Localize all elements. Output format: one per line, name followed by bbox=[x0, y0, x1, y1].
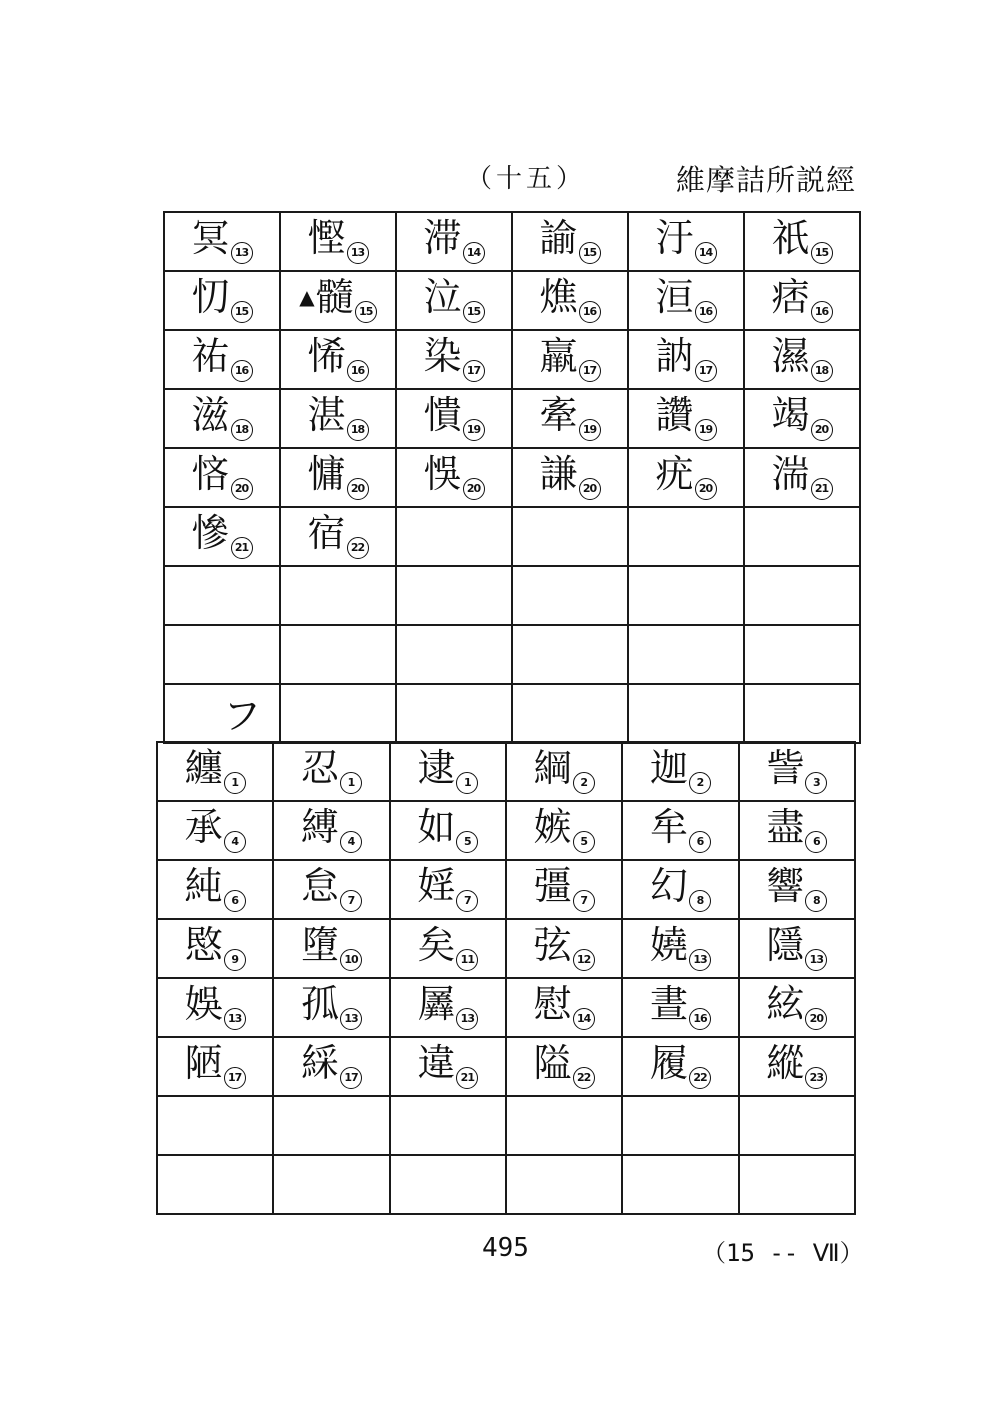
character-entry: 隱 bbox=[766, 922, 805, 967]
circled-reference-number: 20 bbox=[231, 478, 253, 500]
character-table-top bbox=[163, 211, 861, 744]
circled-reference-number: 15 bbox=[463, 301, 485, 323]
table-cell bbox=[739, 1155, 855, 1214]
table-cell bbox=[512, 212, 628, 271]
circled-reference-number: 4 bbox=[340, 831, 362, 853]
circled-reference-number: 6 bbox=[805, 831, 827, 853]
table-cell bbox=[396, 507, 512, 566]
circled-reference-number: 17 bbox=[463, 360, 485, 382]
table-cell bbox=[739, 742, 855, 801]
table-cell bbox=[280, 684, 396, 743]
table-cell bbox=[628, 330, 744, 389]
table-row bbox=[164, 389, 860, 448]
circled-reference-number: 3 bbox=[805, 772, 827, 794]
table-cell bbox=[273, 801, 389, 860]
table-cell bbox=[512, 330, 628, 389]
character-entry: 祐 bbox=[191, 333, 230, 378]
circled-reference-number: 2 bbox=[573, 772, 595, 794]
page-number: 495 bbox=[482, 1233, 529, 1263]
character-entry: 娛 bbox=[184, 981, 223, 1026]
table-cell bbox=[280, 389, 396, 448]
circled-reference-number: 10 bbox=[340, 949, 362, 971]
circled-reference-number: 16 bbox=[347, 360, 369, 382]
table-cell bbox=[390, 1037, 506, 1096]
table-cell bbox=[512, 566, 628, 625]
circled-reference-number: 20 bbox=[695, 478, 717, 500]
table-cell bbox=[396, 625, 512, 684]
circled-reference-number: 19 bbox=[463, 419, 485, 441]
character-entry: 忉 bbox=[191, 274, 230, 319]
table-cell bbox=[622, 801, 738, 860]
table-cell bbox=[744, 448, 860, 507]
circled-reference-number: 18 bbox=[347, 419, 369, 441]
table-row bbox=[157, 1096, 855, 1155]
table-cell bbox=[744, 625, 860, 684]
character-entry: 髓 bbox=[315, 274, 354, 319]
table-cell bbox=[164, 684, 280, 743]
character-entry: 冥 bbox=[191, 215, 230, 260]
circled-reference-number: 13 bbox=[456, 1008, 478, 1030]
character-entry: 悞 bbox=[423, 451, 462, 496]
character-entry: 滞 bbox=[423, 215, 462, 260]
character-entry: 滋 bbox=[191, 392, 230, 437]
character-entry: 綱 bbox=[533, 745, 572, 790]
circled-reference-number: 16 bbox=[579, 301, 601, 323]
circled-reference-number: 1 bbox=[456, 772, 478, 794]
table-cell bbox=[280, 330, 396, 389]
table-cell bbox=[739, 801, 855, 860]
table-cell bbox=[390, 742, 506, 801]
character-entry: 讚 bbox=[655, 392, 694, 437]
table-cell bbox=[744, 684, 860, 743]
table-cell bbox=[628, 566, 744, 625]
circled-reference-number: 15 bbox=[231, 301, 253, 323]
table-row bbox=[164, 212, 860, 271]
table-cell bbox=[280, 625, 396, 684]
character-entry: 陋 bbox=[184, 1040, 223, 1085]
table-cell bbox=[739, 978, 855, 1037]
character-entry: 婬 bbox=[417, 863, 456, 908]
circled-reference-number: 22 bbox=[347, 537, 369, 559]
character-entry: 湍 bbox=[771, 451, 810, 496]
page-reference: （15 -- Ⅶ） bbox=[702, 1239, 864, 1267]
table-row bbox=[164, 271, 860, 330]
table-cell bbox=[164, 507, 280, 566]
table-row bbox=[157, 742, 855, 801]
character-entry: 湛 bbox=[307, 392, 346, 437]
character-entry: 謙 bbox=[539, 451, 578, 496]
circled-reference-number: 23 bbox=[805, 1067, 827, 1089]
table-cell bbox=[396, 330, 512, 389]
table-cell bbox=[157, 860, 273, 919]
character-entry: 汙 bbox=[655, 215, 694, 260]
character-entry: 洹 bbox=[655, 274, 694, 319]
circled-reference-number: 20 bbox=[463, 478, 485, 500]
table-cell bbox=[512, 507, 628, 566]
character-entry: 憒 bbox=[423, 392, 462, 437]
character-entry: 痞 bbox=[771, 274, 810, 319]
character-entry: 悋 bbox=[191, 451, 230, 496]
circled-reference-number: 16 bbox=[689, 1008, 711, 1030]
character-entry: 訥 bbox=[655, 333, 694, 378]
character-entry: 迦 bbox=[649, 745, 688, 790]
table-row bbox=[164, 684, 860, 743]
table-cell bbox=[739, 1037, 855, 1096]
table-cell bbox=[390, 1096, 506, 1155]
table-cell bbox=[157, 919, 273, 978]
circled-reference-number: 1 bbox=[340, 772, 362, 794]
character-entry: 濕 bbox=[771, 333, 810, 378]
character-entry: 隘 bbox=[533, 1040, 572, 1085]
table-cell bbox=[164, 271, 280, 330]
circled-reference-number: 16 bbox=[811, 301, 833, 323]
circled-reference-number: 2 bbox=[689, 772, 711, 794]
character-entry: 諭 bbox=[539, 215, 578, 260]
character-entry: 牟 bbox=[649, 804, 688, 849]
circled-reference-number: 21 bbox=[811, 478, 833, 500]
table-cell bbox=[164, 448, 280, 507]
table-cell bbox=[164, 212, 280, 271]
circled-reference-number: 14 bbox=[463, 242, 485, 264]
character-entry: 履 bbox=[649, 1040, 688, 1085]
table-cell bbox=[506, 919, 622, 978]
circled-reference-number: 22 bbox=[573, 1067, 595, 1089]
circled-reference-number: 13 bbox=[805, 949, 827, 971]
circled-reference-number: 8 bbox=[805, 890, 827, 912]
table-cell bbox=[396, 684, 512, 743]
table-cell bbox=[396, 566, 512, 625]
circled-reference-number: 20 bbox=[811, 419, 833, 441]
character-entry: 悕 bbox=[307, 333, 346, 378]
table-cell bbox=[622, 919, 738, 978]
table-cell bbox=[744, 330, 860, 389]
table-cell bbox=[390, 801, 506, 860]
table-cell bbox=[273, 860, 389, 919]
table-cell bbox=[506, 1155, 622, 1214]
character-entry: 愍 bbox=[184, 922, 223, 967]
character-entry: 訾 bbox=[766, 745, 805, 790]
table-cell bbox=[744, 271, 860, 330]
table-cell bbox=[512, 684, 628, 743]
table-cell bbox=[622, 1037, 738, 1096]
table-cell bbox=[157, 978, 273, 1037]
character-entry: 慰 bbox=[533, 981, 572, 1026]
section-label: フ bbox=[222, 693, 261, 738]
character-entry: 纏 bbox=[184, 745, 223, 790]
circled-reference-number: 14 bbox=[573, 1008, 595, 1030]
character-entry: 慵 bbox=[307, 451, 346, 496]
character-entry: 竭 bbox=[771, 392, 810, 437]
table-cell bbox=[512, 389, 628, 448]
circled-reference-number: 21 bbox=[231, 537, 253, 559]
table-row bbox=[157, 978, 855, 1037]
character-entry: 染 bbox=[423, 333, 462, 378]
circled-reference-number: 7 bbox=[573, 890, 595, 912]
character-entry: 純 bbox=[184, 863, 223, 908]
table-cell bbox=[396, 448, 512, 507]
circled-reference-number: 13 bbox=[224, 1008, 246, 1030]
table-cell bbox=[744, 566, 860, 625]
table-row bbox=[164, 625, 860, 684]
table-cell bbox=[628, 389, 744, 448]
table-cell bbox=[739, 1096, 855, 1155]
table-cell bbox=[622, 978, 738, 1037]
character-entry: 晝 bbox=[649, 981, 688, 1026]
table-row bbox=[157, 860, 855, 919]
table-cell bbox=[744, 212, 860, 271]
circled-reference-number: 8 bbox=[689, 890, 711, 912]
character-table-bottom bbox=[156, 741, 856, 1215]
character-entry: 疣 bbox=[655, 451, 694, 496]
circled-reference-number: 13 bbox=[340, 1008, 362, 1030]
table-cell bbox=[273, 1037, 389, 1096]
table-row bbox=[157, 919, 855, 978]
character-entry: 絃 bbox=[766, 981, 805, 1026]
table-cell bbox=[622, 1155, 738, 1214]
table-cell bbox=[628, 448, 744, 507]
character-entry: 縛 bbox=[300, 804, 339, 849]
circled-reference-number: 13 bbox=[689, 949, 711, 971]
character-entry: 嬈 bbox=[649, 922, 688, 967]
table-cell bbox=[739, 860, 855, 919]
circled-reference-number: 7 bbox=[340, 890, 362, 912]
character-entry: 盡 bbox=[766, 804, 805, 849]
table-cell bbox=[396, 212, 512, 271]
table-cell bbox=[280, 507, 396, 566]
circled-reference-number: 6 bbox=[689, 831, 711, 853]
table-cell bbox=[273, 1096, 389, 1155]
character-entry: 矣 bbox=[417, 922, 456, 967]
circled-reference-number: 5 bbox=[573, 831, 595, 853]
circled-reference-number: 6 bbox=[224, 890, 246, 912]
character-entry: 燋 bbox=[539, 274, 578, 319]
character-entry: 縱 bbox=[766, 1040, 805, 1085]
table-cell bbox=[506, 1096, 622, 1155]
table-row bbox=[164, 448, 860, 507]
table-cell bbox=[396, 389, 512, 448]
circled-reference-number: 4 bbox=[224, 831, 246, 853]
circled-reference-number: 9 bbox=[224, 949, 246, 971]
table-cell bbox=[164, 625, 280, 684]
triangle-marker-icon: ▲ bbox=[299, 284, 315, 309]
table-cell bbox=[506, 1037, 622, 1096]
table-cell bbox=[390, 1155, 506, 1214]
circled-reference-number: 12 bbox=[573, 949, 595, 971]
character-entry: 承 bbox=[184, 804, 223, 849]
table-cell bbox=[157, 1155, 273, 1214]
character-entry: 忍 bbox=[300, 745, 339, 790]
table-cell bbox=[628, 271, 744, 330]
circled-reference-number: 14 bbox=[695, 242, 717, 264]
table-cell bbox=[512, 448, 628, 507]
character-entry: 牽 bbox=[539, 392, 578, 437]
circled-reference-number: 5 bbox=[456, 831, 478, 853]
circled-reference-number: 7 bbox=[456, 890, 478, 912]
table-cell bbox=[280, 566, 396, 625]
character-entry: 怠 bbox=[300, 863, 339, 908]
table-cell bbox=[157, 801, 273, 860]
table-cell bbox=[506, 978, 622, 1037]
table-cell bbox=[157, 1037, 273, 1096]
circled-reference-number: 17 bbox=[579, 360, 601, 382]
circled-reference-number: 16 bbox=[231, 360, 253, 382]
table-cell bbox=[622, 742, 738, 801]
table-row bbox=[157, 801, 855, 860]
table-cell bbox=[273, 1155, 389, 1214]
table-cell bbox=[622, 860, 738, 919]
table-cell bbox=[628, 507, 744, 566]
table-cell bbox=[512, 625, 628, 684]
circled-reference-number: 20 bbox=[805, 1008, 827, 1030]
character-entry: 弦 bbox=[533, 922, 572, 967]
volume-number: （十五） bbox=[466, 164, 587, 194]
table-cell bbox=[744, 507, 860, 566]
table-cell bbox=[164, 566, 280, 625]
table-cell bbox=[157, 742, 273, 801]
table-cell bbox=[390, 978, 506, 1037]
table-cell bbox=[273, 742, 389, 801]
circled-reference-number: 19 bbox=[579, 419, 601, 441]
character-entry: 孤 bbox=[300, 981, 339, 1026]
table-cell bbox=[512, 271, 628, 330]
sutra-title: 維摩詰所説經 bbox=[676, 163, 857, 197]
table-cell bbox=[744, 389, 860, 448]
circled-reference-number: 15 bbox=[811, 242, 833, 264]
circled-reference-number: 22 bbox=[689, 1067, 711, 1089]
circled-reference-number: 20 bbox=[347, 478, 369, 500]
character-entry: 幻 bbox=[649, 863, 688, 908]
circled-reference-number: 15 bbox=[579, 242, 601, 264]
circled-reference-number: 17 bbox=[695, 360, 717, 382]
table-cell bbox=[506, 742, 622, 801]
table-cell bbox=[628, 625, 744, 684]
circled-reference-number: 13 bbox=[347, 242, 369, 264]
table-row bbox=[164, 507, 860, 566]
table-cell bbox=[506, 801, 622, 860]
circled-reference-number: 17 bbox=[224, 1067, 246, 1089]
table-cell bbox=[157, 1096, 273, 1155]
character-entry: 泣 bbox=[423, 274, 462, 319]
circled-reference-number: 13 bbox=[231, 242, 253, 264]
table-cell bbox=[280, 271, 396, 330]
character-entry: 羸 bbox=[539, 333, 578, 378]
character-entry: 違 bbox=[417, 1040, 456, 1085]
circled-reference-number: 1 bbox=[224, 772, 246, 794]
circled-reference-number: 15 bbox=[355, 301, 377, 323]
character-entry: 逮 bbox=[417, 745, 456, 790]
table-cell bbox=[273, 978, 389, 1037]
character-entry: 慳 bbox=[307, 215, 346, 260]
table-cell bbox=[622, 1096, 738, 1155]
character-entry: 如 bbox=[417, 804, 456, 849]
table-cell bbox=[628, 212, 744, 271]
table-cell bbox=[506, 860, 622, 919]
character-entry: 彊 bbox=[533, 863, 572, 908]
table-cell bbox=[396, 271, 512, 330]
circled-reference-number: 20 bbox=[579, 478, 601, 500]
table-cell bbox=[280, 448, 396, 507]
table-cell bbox=[164, 389, 280, 448]
circled-reference-number: 17 bbox=[340, 1067, 362, 1089]
table-cell bbox=[280, 212, 396, 271]
table-cell bbox=[739, 919, 855, 978]
table-cell bbox=[390, 919, 506, 978]
table-cell bbox=[164, 330, 280, 389]
circled-reference-number: 19 bbox=[695, 419, 717, 441]
character-entry: 嫉 bbox=[533, 804, 572, 849]
character-entry: 慘 bbox=[191, 510, 230, 555]
character-entry: 墮 bbox=[300, 922, 339, 967]
circled-reference-number: 21 bbox=[456, 1067, 478, 1089]
character-entry: 宿 bbox=[307, 510, 346, 555]
table-cell bbox=[628, 684, 744, 743]
character-entry: 響 bbox=[766, 863, 805, 908]
table-row bbox=[157, 1155, 855, 1214]
character-entry: 祇 bbox=[771, 215, 810, 260]
circled-reference-number: 11 bbox=[456, 949, 478, 971]
circled-reference-number: 18 bbox=[231, 419, 253, 441]
table-row bbox=[164, 566, 860, 625]
table-row bbox=[164, 330, 860, 389]
table-cell bbox=[390, 860, 506, 919]
circled-reference-number: 18 bbox=[811, 360, 833, 382]
table-row bbox=[157, 1037, 855, 1096]
table-cell bbox=[273, 919, 389, 978]
circled-reference-number: 16 bbox=[695, 301, 717, 323]
character-entry: 綵 bbox=[300, 1040, 339, 1085]
character-entry: 羼 bbox=[417, 981, 456, 1026]
